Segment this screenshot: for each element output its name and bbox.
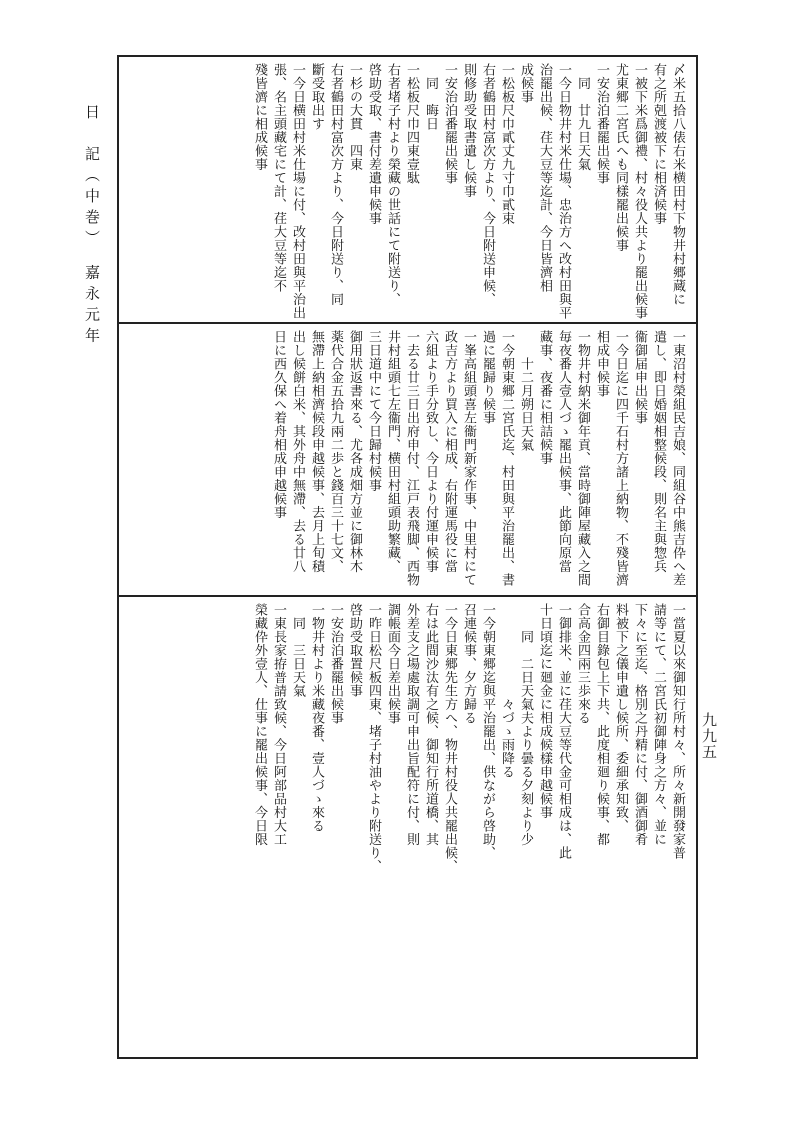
text-column: 啓助受取、書付差遺申候事 (366, 63, 381, 225)
text-column: 十日頃迄に廻金に相成候樣申越候事 (537, 603, 552, 819)
text-column: 同 晦日 (423, 63, 438, 131)
text-column: 一被下米爲御禮、村々役人共より罷出候事 (632, 63, 647, 320)
text-column: 出し候餅白米、其外舟中無滯、去る廿八 (290, 330, 305, 573)
text-column: 殘皆濟に相成候事 (252, 63, 267, 171)
text-column: 一東沼村榮組民吉娘、同組谷中熊吉伜へ差 (670, 330, 685, 587)
text-column: 〆米五拾八俵右米横田村下物井村郷蔵に (670, 63, 685, 306)
text-column: 井村組頭七左衞門、横田村組頭助繁藏、 (385, 330, 400, 573)
text-column: 一今日迄に四千石村方諸上納物、不殘皆濟 (613, 330, 628, 587)
text-column: 一今日横田村米仕場に付、改村田與平治出 (290, 63, 305, 320)
text-column: 同 二日天氣夫より曇る夕刻より少 (518, 603, 533, 846)
text-column: 一昨日松尺板四東、堵子村油やより附送り、 (366, 603, 381, 873)
text-column: 衞御届申出候事 (632, 330, 647, 425)
text-column: 相成申候事 (594, 330, 609, 398)
text-column: 一安治泊番罷出候事 (594, 63, 609, 185)
text-column: 遣し、即日婚姻相整候段、則名主與惣兵 (651, 330, 666, 573)
running-header: 日 記（中巻） 嘉永元年 (83, 104, 101, 349)
text-column: 右者堵子村より榮藏の世話にて附送り、 (385, 63, 400, 306)
text-column: 一物井村納米御年貢、當時御陣屋藏入之間 (575, 330, 590, 587)
text-column: 薬代合金五拾九兩二歩と錢百三十七文、 (328, 330, 343, 573)
text-column: 斷受取出す (309, 63, 324, 131)
text-column: 一今朝東郷迄與平治罷出、供ながら啓助、 (480, 603, 495, 860)
text-column: 一松板尺巾四東壹駄 (404, 63, 419, 185)
text-column: 十二月朔日天氣 (518, 330, 533, 452)
text-column: 藏事、夜番に相詰候事 (537, 330, 552, 465)
text-column: 右御目錄包上下共、此度相廻り候事、都 (594, 603, 609, 846)
text-column: 一松板尺巾貳丈九寸巾貳束 (499, 63, 514, 225)
text-column: 一安治泊番罷出候事 (328, 603, 343, 725)
text-column: 無滯上納相濟候段申越候事、去月上旬積 (309, 330, 324, 573)
text-column: 一東長家拵普請致候、今日阿部品村大工 (271, 603, 286, 846)
text-column: 料被下之儀申遺し候所、委細承知致、 (613, 603, 628, 833)
text-column: 一杉の大貫 四東 (347, 63, 362, 171)
text-column: 一去る廿三日出府申付、江戸表飛脚、西物 (404, 330, 419, 587)
text-column: 則修助受取書遺し候事 (461, 63, 476, 198)
text-column: 召連候事、夕方歸る (461, 603, 476, 725)
text-column: 同 三日天氣 (290, 603, 305, 698)
text-column: 一當夏以來御知行所村々、所々新開發家普 (670, 603, 685, 860)
text-column: 啓助受取置候事 (347, 603, 362, 698)
text-column: 外差支之場處取調可申出旨配符に付、則 (404, 603, 419, 846)
text-column: 御用狀返書來る、尤各成畑方並に御林木 (347, 330, 362, 573)
text-column: 六組より手分致し、今日より付運申候事 (423, 330, 438, 573)
text-column: 一峯高組頭喜左衞門新家作事、中里村にて (461, 330, 476, 587)
text-column: 一御排米、並に荏大豆等代金可相成は、此 (556, 603, 571, 860)
text-band-upper (119, 57, 694, 322)
text-column: 一安治泊番罷出候事 (442, 63, 457, 185)
text-column: 尤東郷二宮氏へも同樣罷出候事 (613, 63, 628, 252)
text-column: 右者鶴田村富次方より、今日附送申候、 (480, 63, 495, 306)
text-column: 同 廿九日天氣 (575, 63, 590, 171)
text-column: 合高金四兩三歩來る (575, 603, 590, 725)
text-column: 一今日物井村米仕場、忠治方へ改村田與平 (556, 63, 571, 320)
text-column: 一今日東郷先生方へ、物井村役人共罷出候、 (442, 603, 457, 873)
text-column: 過に罷歸り候事 (480, 330, 495, 425)
page-number: 九九五 (700, 712, 718, 760)
text-column: 一物井村より米藏夜番、壹人づゝ來る (309, 603, 324, 833)
text-column: 下々に至迄、格別之丹精に付、御酒御肴 (632, 603, 647, 846)
text-column: 右者鶴田村富次方より、今日附送り、同 (328, 63, 343, 306)
text-column: 治罷出候、荏大豆等迄計、今日皆濟相 (537, 63, 552, 293)
text-column: 榮藏伜外壹人、仕事に罷出候事、今日限 (252, 603, 267, 846)
text-column: 毎夜番人壹人づゝ罷出候事、此節向原當 (556, 330, 571, 573)
text-column: 三日道中にて今日歸村候事 (366, 330, 381, 492)
text-column: 々づゝ雨降る (499, 603, 514, 779)
text-column: 有之所剋渡被下に相済候事 (651, 63, 666, 225)
text-band-middle (119, 324, 694, 595)
text-band-lower (119, 597, 694, 1053)
text-column: 調帳面今日差出候事 (385, 603, 400, 725)
text-column: 右は此間沙汰有之候、御知行所道橋、其 (423, 603, 438, 846)
text-column: 政吉方より買入に相成、右附運馬役に當 (442, 330, 457, 573)
text-column: 請等にて、二宮氏初御陣身之方々、並に (651, 603, 666, 846)
text-column: 一今朝東郷二宮氏迄、村田與平治罷出、書 (499, 330, 514, 587)
text-column: 日に西久保へ着舟相成申越候事 (271, 330, 286, 519)
text-column: 張、名主頭藏宅にて計、荏大豆等迄不 (271, 63, 286, 293)
text-column: 成候事 (518, 63, 533, 104)
